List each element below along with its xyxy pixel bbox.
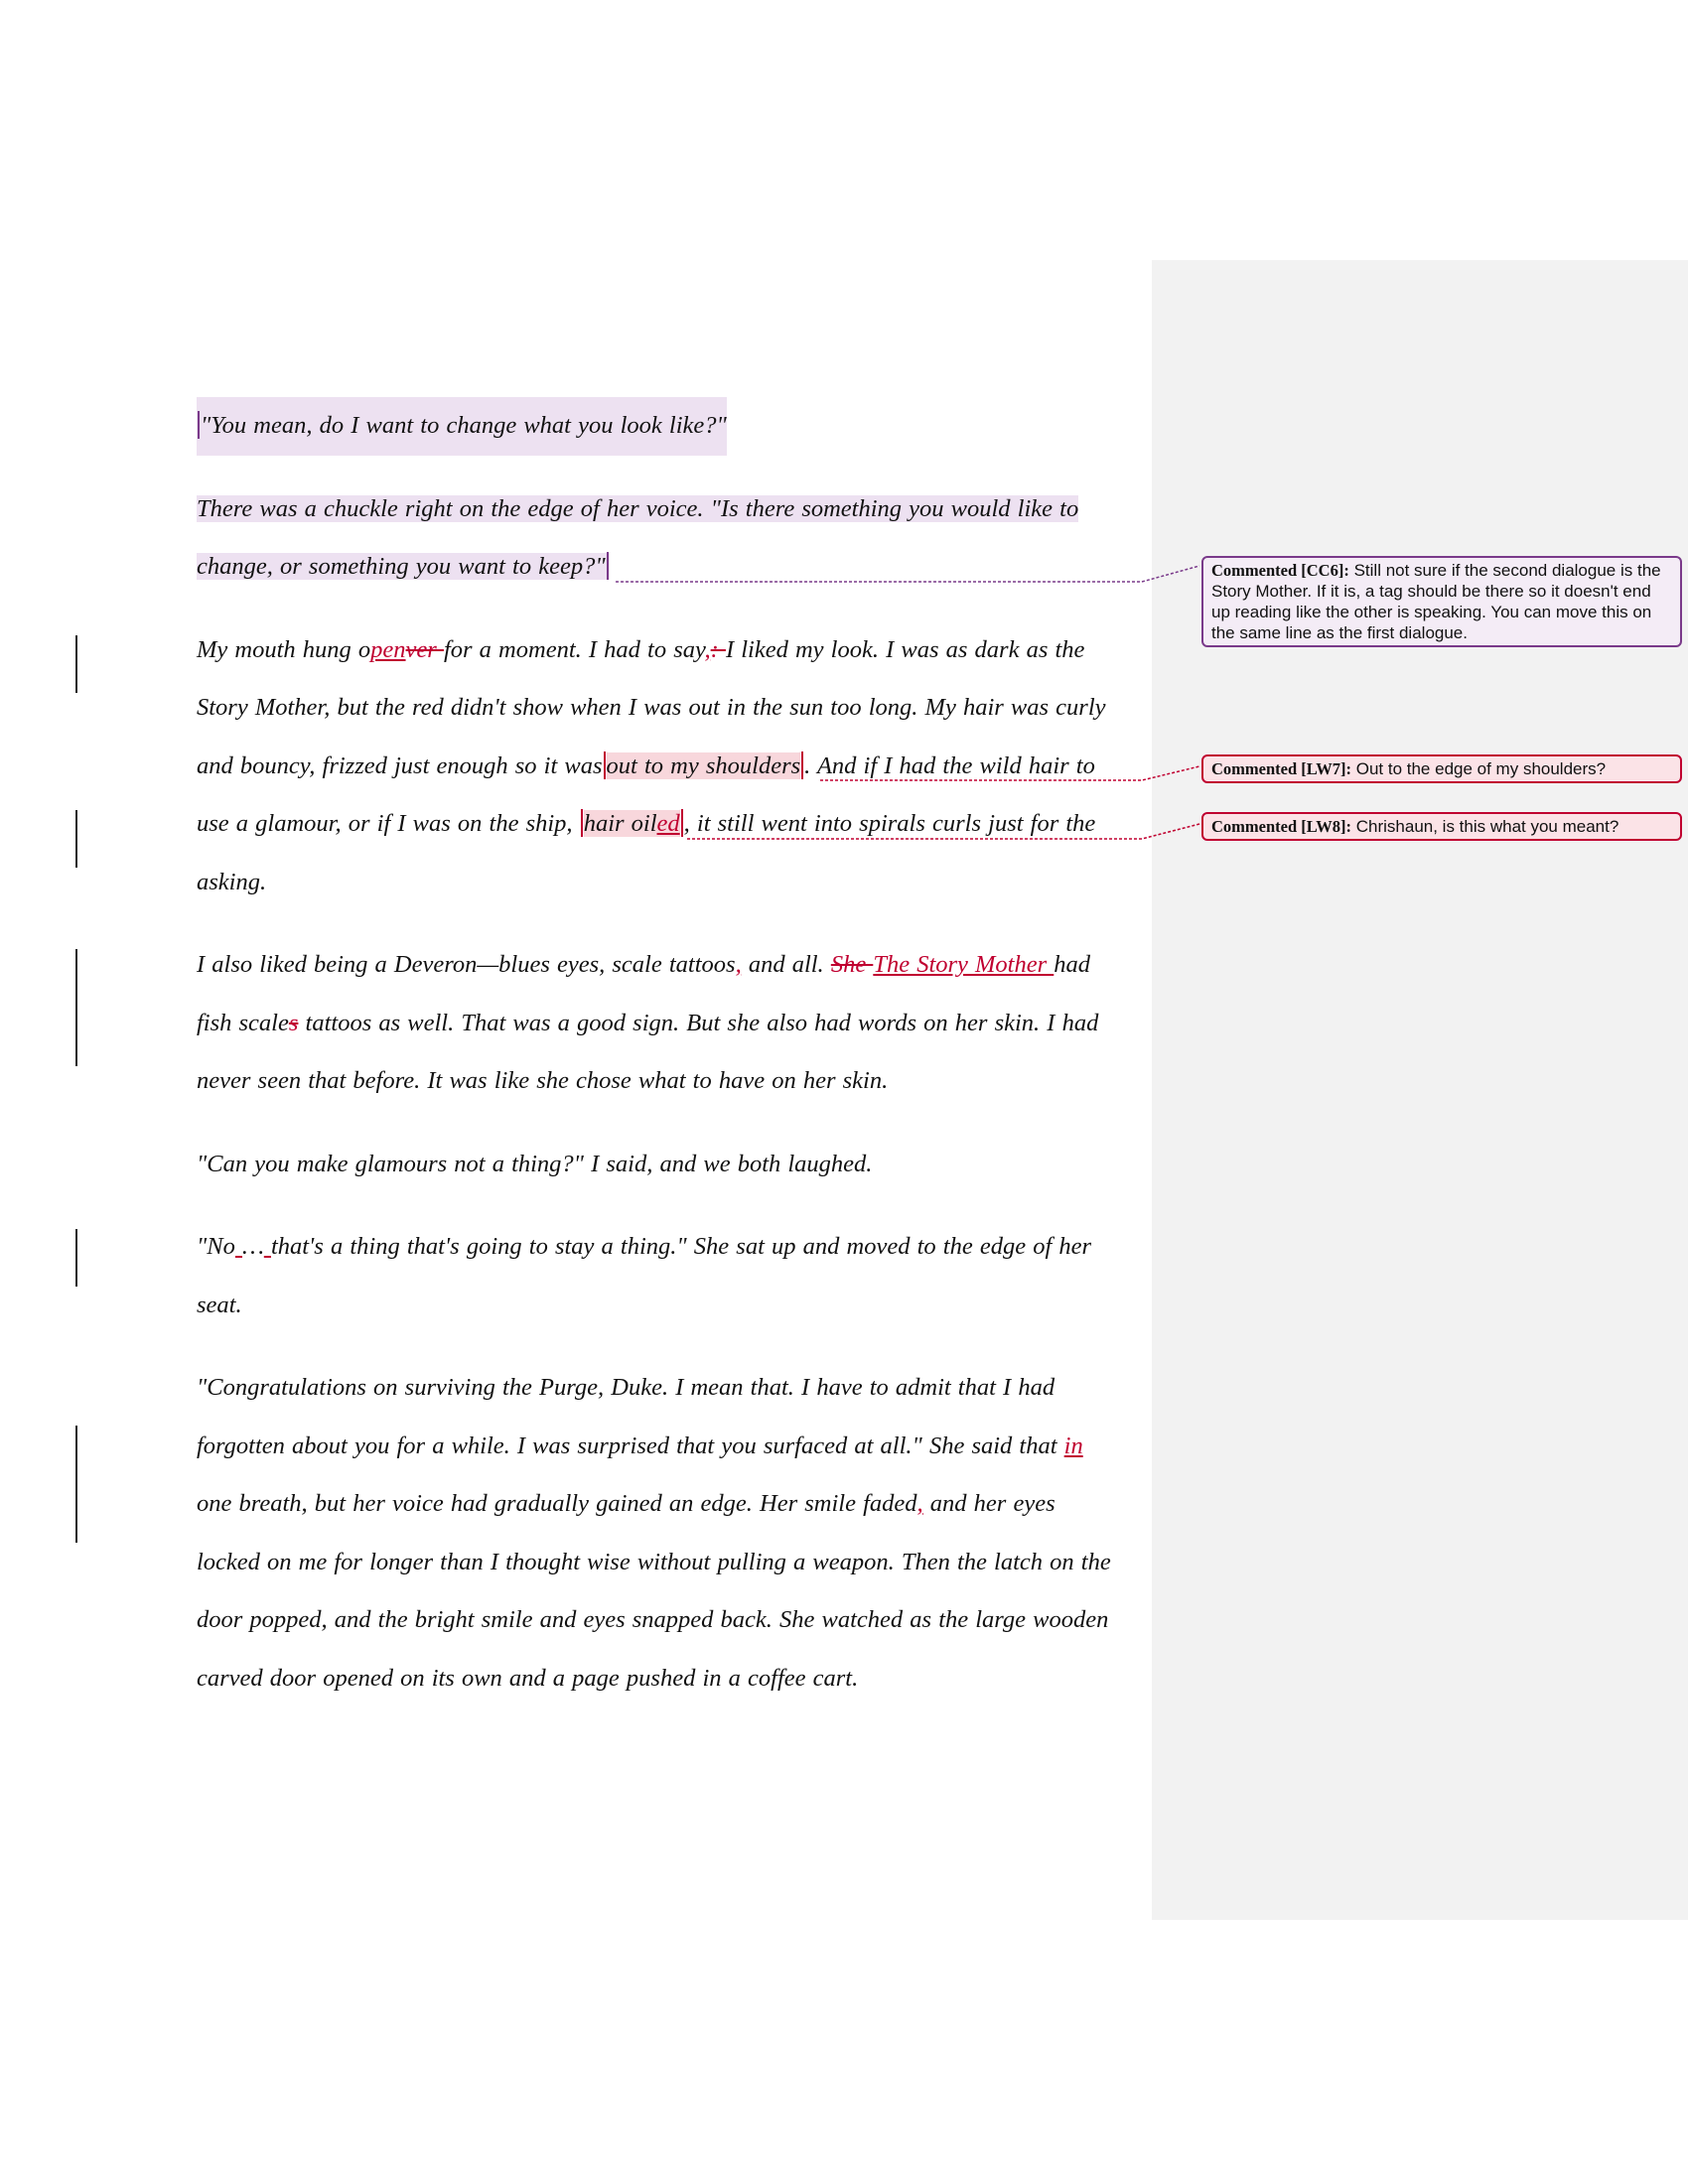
text-line: one breath, but her voice had gradually gained an edge. Her smile faded, and her eyes [197,1490,1055,1517]
comment-author: Commented [CC6]: [1211,561,1349,580]
text-line: carved door opened on its own and a page pushed in a coffee cart. [197,1664,859,1692]
text-line: and bouncy, frizzed just enough so it was out to my shoulders . And if I had the wild hair to [197,751,1095,779]
comment-connector [687,824,1199,839]
text-line: I also liked being a Deveron—blues eyes, scale tattoos, and all. She The Story Mother had [197,951,1091,978]
insertion-mark[interactable]: The Story Mother [873,951,1055,978]
text-line: seat. [197,1291,242,1318]
comment-balloon[interactable] [1201,556,1682,647]
insertion-mark[interactable]: , [735,951,742,978]
comment-balloon[interactable] [1201,754,1682,783]
deletion-mark[interactable]: ver [405,635,444,663]
insertion-mark[interactable]: in [1063,1432,1083,1459]
deletion-mark[interactable]: s [288,1009,299,1036]
comment-connector [820,766,1199,780]
text-line: "No … that's a thing that's going to stay a thing." She sat up and moved to the edge of her [197,1233,1092,1260]
text-line: "Congratulations on surviving the Purge, Duke. I mean that. I have to admit that I had [197,1374,1055,1401]
text-line: asking. [197,868,267,895]
comment-author: Commented [LW7]: [1211,759,1351,778]
commented-text[interactable]: hair oiled [583,810,680,837]
text-line: "You mean, do I want to change what you look like?" [197,397,727,456]
insertion-mark[interactable]: , [916,1490,923,1517]
comment-connector [616,566,1199,582]
comment-text: Out to the edge of my shoulders? [1355,759,1607,778]
insertion-mark[interactable]: , [704,635,711,663]
text-line: There was a chuckle right on the edge of her voice. "Is there something you would like to [197,494,1079,522]
text-line: fish scales tattoos as well. That was a good sign. But she also had words on her skin. I had [197,1009,1099,1036]
text-line: "Can you make glamours not a thing?" I said, and we both laughed. [197,1150,873,1177]
text-line: My mouth hung openver for a moment. I had to say,: I liked my look. I was as dark as the [197,635,1085,663]
deletion-mark[interactable]: She [830,951,874,978]
text-line: forgotten about you for a while. I was surprised that you surfaced at all." She said that in [197,1432,1083,1459]
text-line: locked on me for longer than I thought wise without pulling a weapon. Then the latch on the [197,1548,1111,1575]
text-line: door popped, and the bright smile and eyes snapped back. She watched as the large wooden [197,1606,1109,1633]
text-line: use a glamour, or if I was on the ship, hair oiled , it still went into spirals curls just for the [197,810,1096,837]
text-line: never seen that before. It was like she chose what to have on her skin. [197,1067,889,1094]
insertion-mark[interactable]: pen [370,635,406,663]
text-line: Story Mother, but the red didn't show when I was out in the sun too long. My hair was curly [197,694,1106,721]
deletion-mark[interactable]: : [710,635,726,663]
comment-text: Still not sure if the second dialogue is the Story Mother. If it is, a tag should be there so it doesn't end up reading like the other is speaking. You can move this on the same line as the first dialogue. [1211,561,1661,642]
comment-text: Chrishaun, is this what you meant? [1355,817,1619,836]
comment-balloon[interactable] [1201,812,1682,841]
text-line: change, or something you want to keep?" [197,553,610,580]
comment-author: Commented [LW8]: [1211,817,1351,836]
commented-text[interactable]: out to my shoulders [606,751,801,779]
